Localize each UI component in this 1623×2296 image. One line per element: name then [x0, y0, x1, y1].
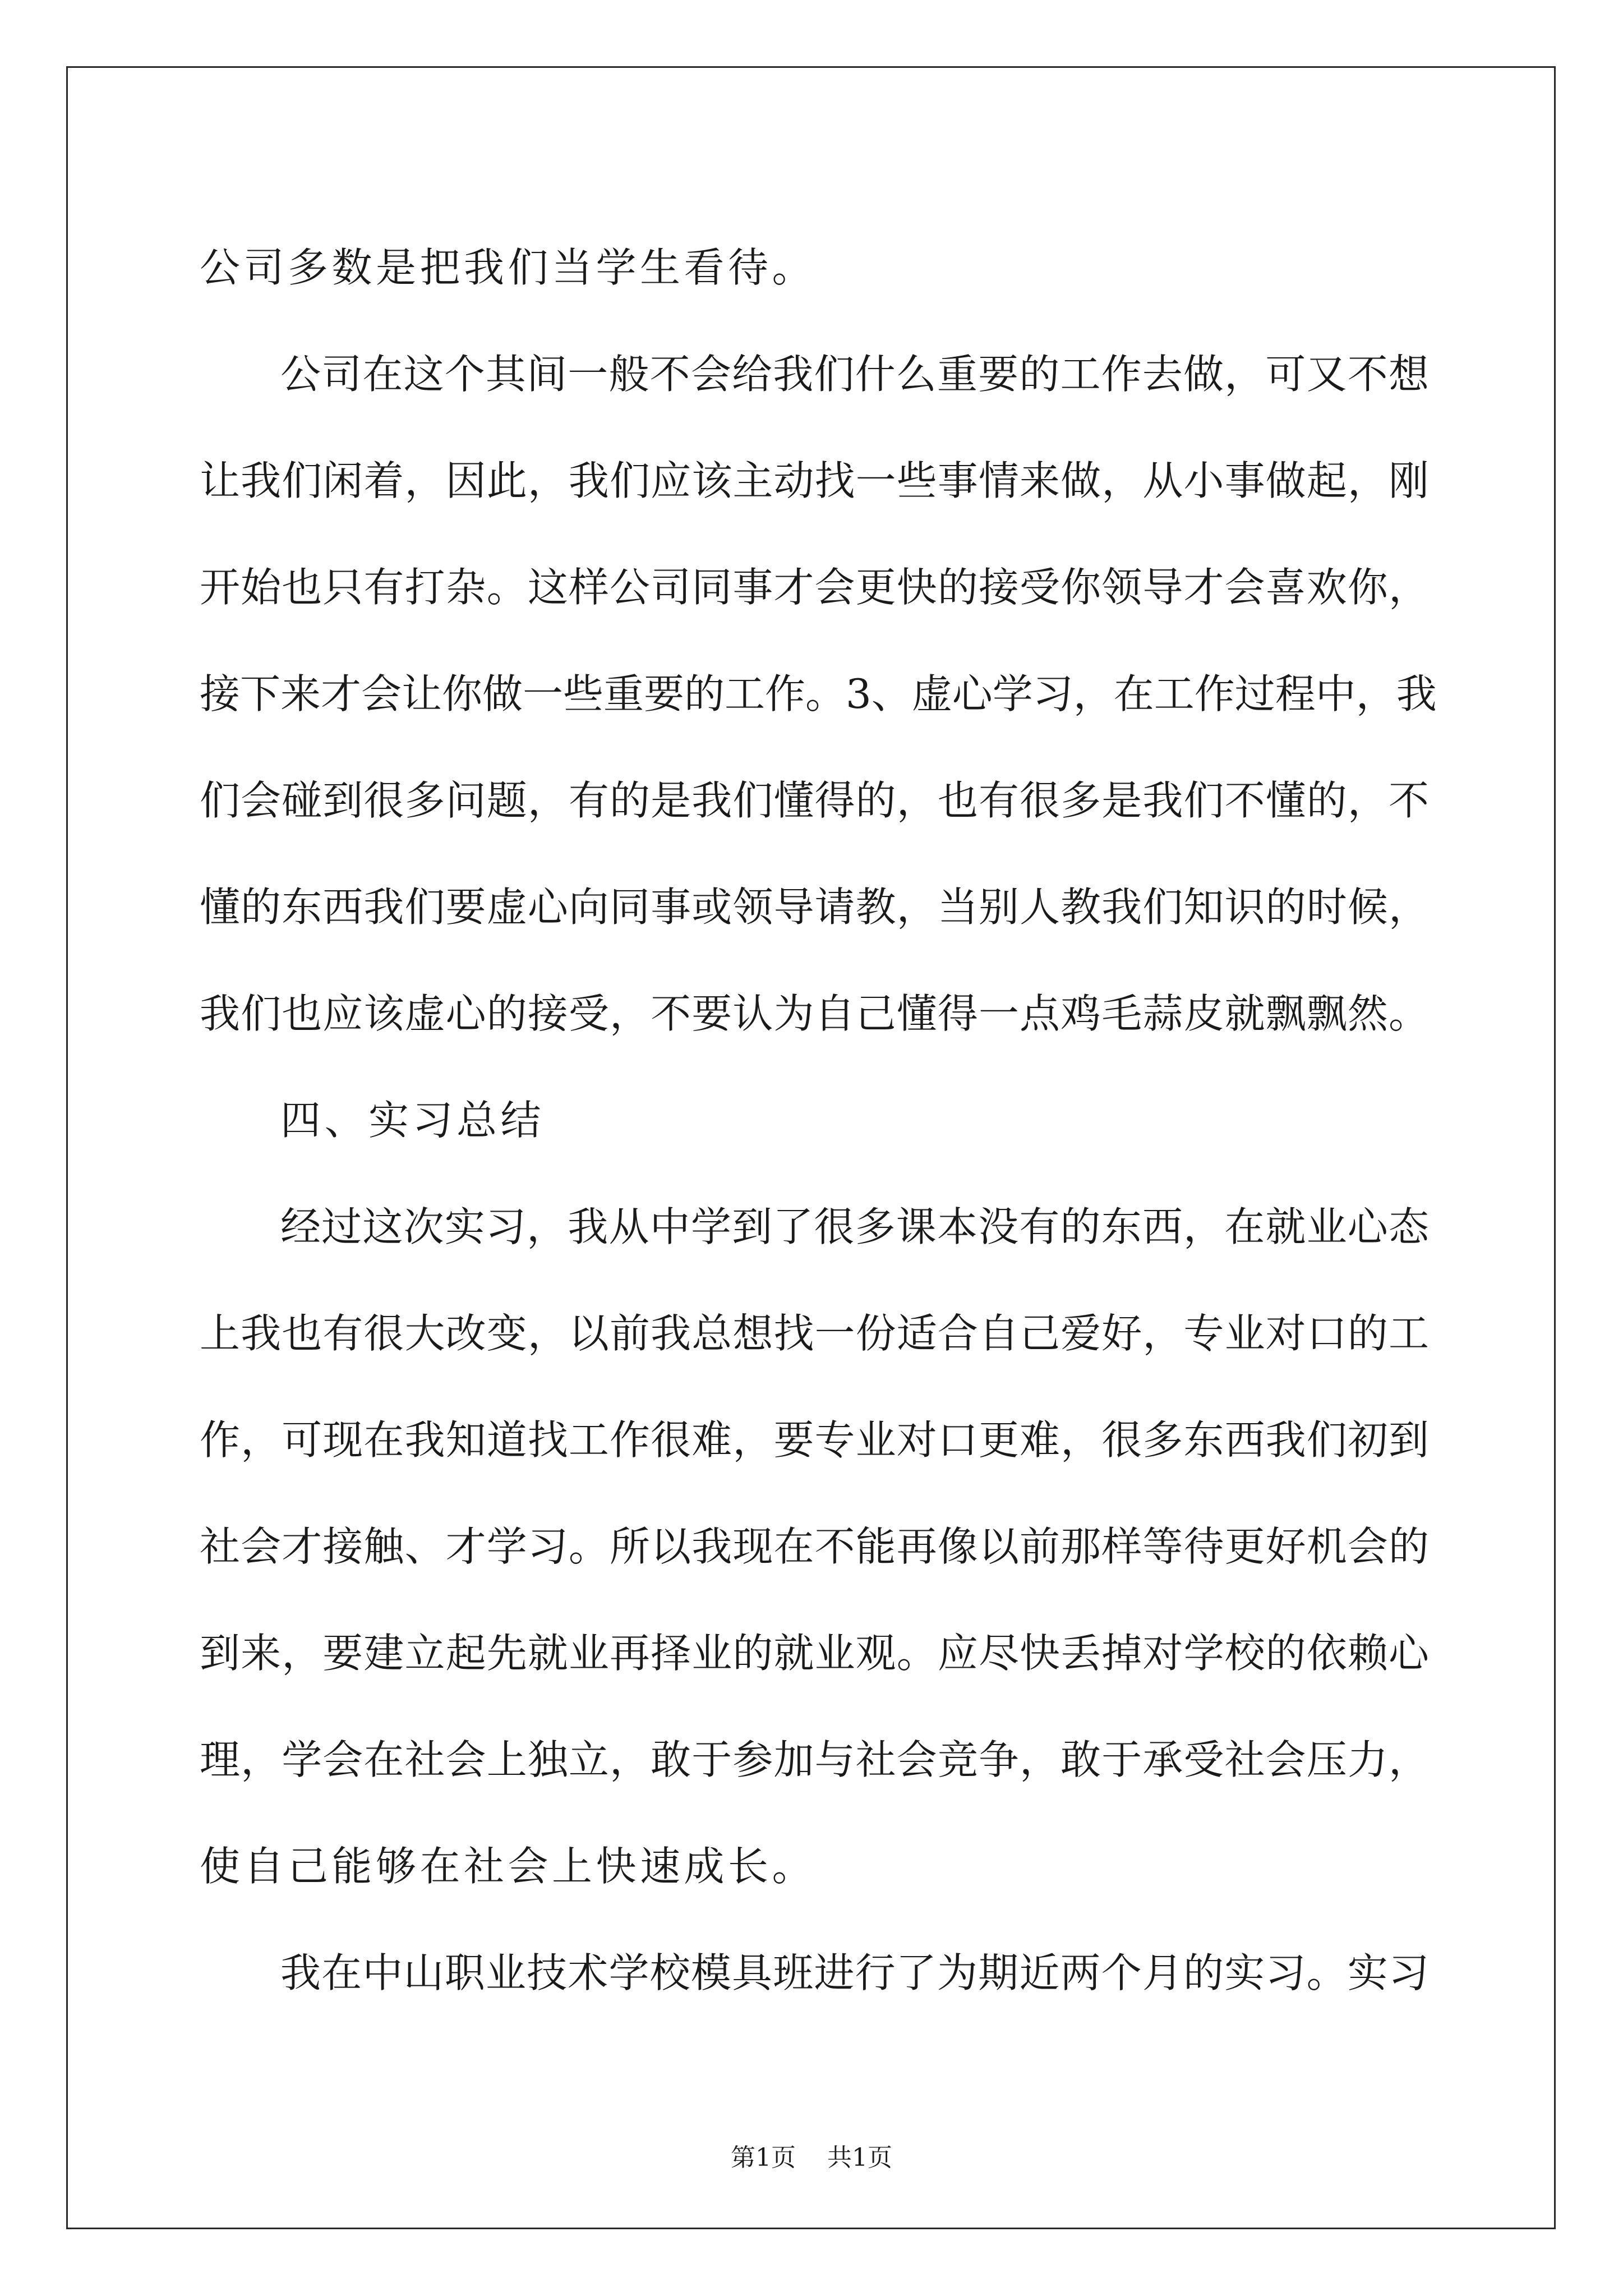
section-heading: 四、实习总结	[280, 1097, 545, 1144]
page-footer	[0, 2137, 1623, 2173]
text-line: 让我们闲着，因此，我们应该主动找一些事情来做，从小事做起，刚	[200, 457, 1429, 504]
text-line: 们会碰到很多问题，有的是我们懂得的，也有很多是我们不懂的，不	[200, 777, 1429, 824]
text-line: 到来，要建立起先就业再择业的就业观。应尽快丢掉对学校的依赖心	[200, 1630, 1429, 1677]
text-line: 懂的东西我们要虚心向同事或领导请教，当别人教我们知识的时候，	[200, 884, 1429, 931]
text-line: 开始也只有打杂。这样公司同事才会更快的接受你领导才会喜欢你，	[200, 564, 1429, 611]
document-body	[200, 214, 1437, 2026]
text-line: 经过这次实习，我从中学到了很多课本没有的东西，在就业心态	[280, 1203, 1429, 1250]
page-number: 第1页 共1页	[731, 2143, 892, 2172]
text-line: 作，可现在我知道找工作很难，要专业对口更难，很多东西我们初到	[200, 1416, 1429, 1464]
text-line: 理，学会在社会上独立，敢于参加与社会竞争，敢于承受社会压力，	[200, 1736, 1429, 1783]
text-line: 上我也有很大改变，以前我总想找一份适合自己爱好，专业对口的工	[200, 1310, 1429, 1357]
text-line: 公司在这个其间一般不会给我们什么重要的工作去做，可又不想	[280, 351, 1429, 398]
text-line: 接下来才会让你做一些重要的工作。3、虚心学习，在工作过程中，我	[200, 670, 1437, 717]
text-line: 使自己能够在社会上快速成长。	[200, 1843, 817, 1890]
text-line: 我在中山职业技术学校模具班进行了为期近两个月的实习。实习	[280, 1949, 1429, 1996]
text-line: 公司多数是把我们当学生看待。	[200, 244, 817, 291]
text-line: 社会才接触、才学习。所以我现在不能再像以前那样等待更好机会的	[200, 1523, 1429, 1570]
text-line: 我们也应该虚心的接受，不要认为自己懂得一点鸡毛蒜皮就飘飘然。	[200, 990, 1429, 1037]
